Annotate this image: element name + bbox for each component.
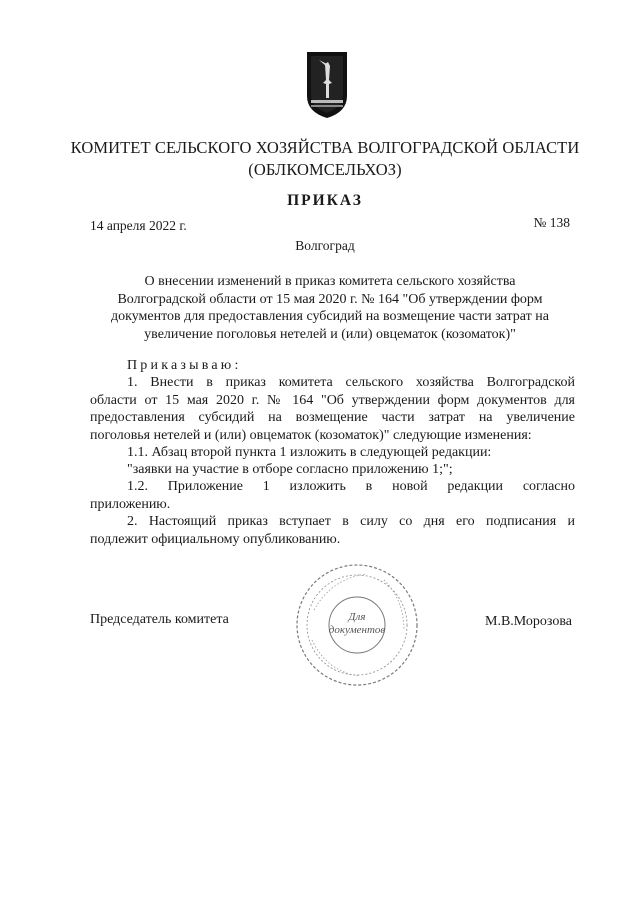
document-type-title: ПРИКАЗ: [287, 192, 363, 209]
paragraph-1-1-quote: "заявки на участие в отборе согласно приложению 1;";: [127, 462, 453, 477]
subject-line: документов для предоставления субсидий на возмещение части затрат на: [111, 309, 549, 324]
paragraph-1-line: поголовья нетелей и (или) овцематок (козоматок)" следующие изменения:: [90, 427, 532, 443]
subject-line: Волгоградской области от 15 мая 2020 г. № 164 "Об утверждении форм: [117, 291, 543, 307]
issue-city: Волгоград: [295, 238, 355, 253]
order-subject: [80, 273, 580, 343]
paragraph-1-line: области от 15 мая 2020 г. № 164 "Об утверждении форм документов для: [90, 392, 575, 408]
stamp-text-line: документов: [328, 624, 386, 636]
paragraph-1-2-line: приложению.: [90, 496, 171, 512]
paragraph-2-line: 2. Настоящий приказ вступает в силу со дня его подписания и: [127, 514, 575, 529]
official-stamp: [292, 560, 422, 690]
paragraph-1-2-line: 1.2. Приложение 1 изложить в новой редакции согласно: [127, 479, 575, 494]
paragraph-1-2: [90, 478, 575, 513]
order-directive-word: Приказываю:: [127, 358, 242, 373]
subject-line: О внесении изменений в приказ комитета сельского хозяйства: [144, 274, 516, 289]
stamp-text-line: Для: [348, 611, 366, 623]
signatory-name: М.В.Морозова: [485, 614, 572, 629]
paragraph-2-line: подлежит официальному опубликованию.: [90, 531, 341, 547]
order-number: № 138: [533, 215, 570, 230]
subject-line: увеличение поголовья нетелей и (или) овцематок (козоматок)": [144, 326, 516, 342]
signatory-position: Председатель комитета: [90, 612, 229, 627]
organization-name: КОМИТЕТ СЕЛЬСКОГО ХОЗЯЙСТВА ВОЛГОГРАДСКОЙ ОБЛАСТИ: [70, 138, 580, 157]
paragraph-1-line: 1. Внести в приказ комитета сельского хозяйства Волгоградской: [127, 375, 575, 390]
paragraph-2: [90, 513, 575, 548]
organization-abbreviation: (ОБЛКОМСЕЛЬХОЗ): [248, 160, 402, 179]
paragraph-1-1: 1.1. Абзац второй пункта 1 изложить в следующей редакции:: [127, 445, 492, 460]
paragraph-1-line: предоставления субсидий на возмещение части затрат на увеличение: [90, 410, 575, 425]
order-date: 14 апреля 2022 г.: [90, 218, 187, 233]
coat-of-arms-emblem: [305, 50, 349, 120]
paragraph-1: [90, 374, 575, 444]
